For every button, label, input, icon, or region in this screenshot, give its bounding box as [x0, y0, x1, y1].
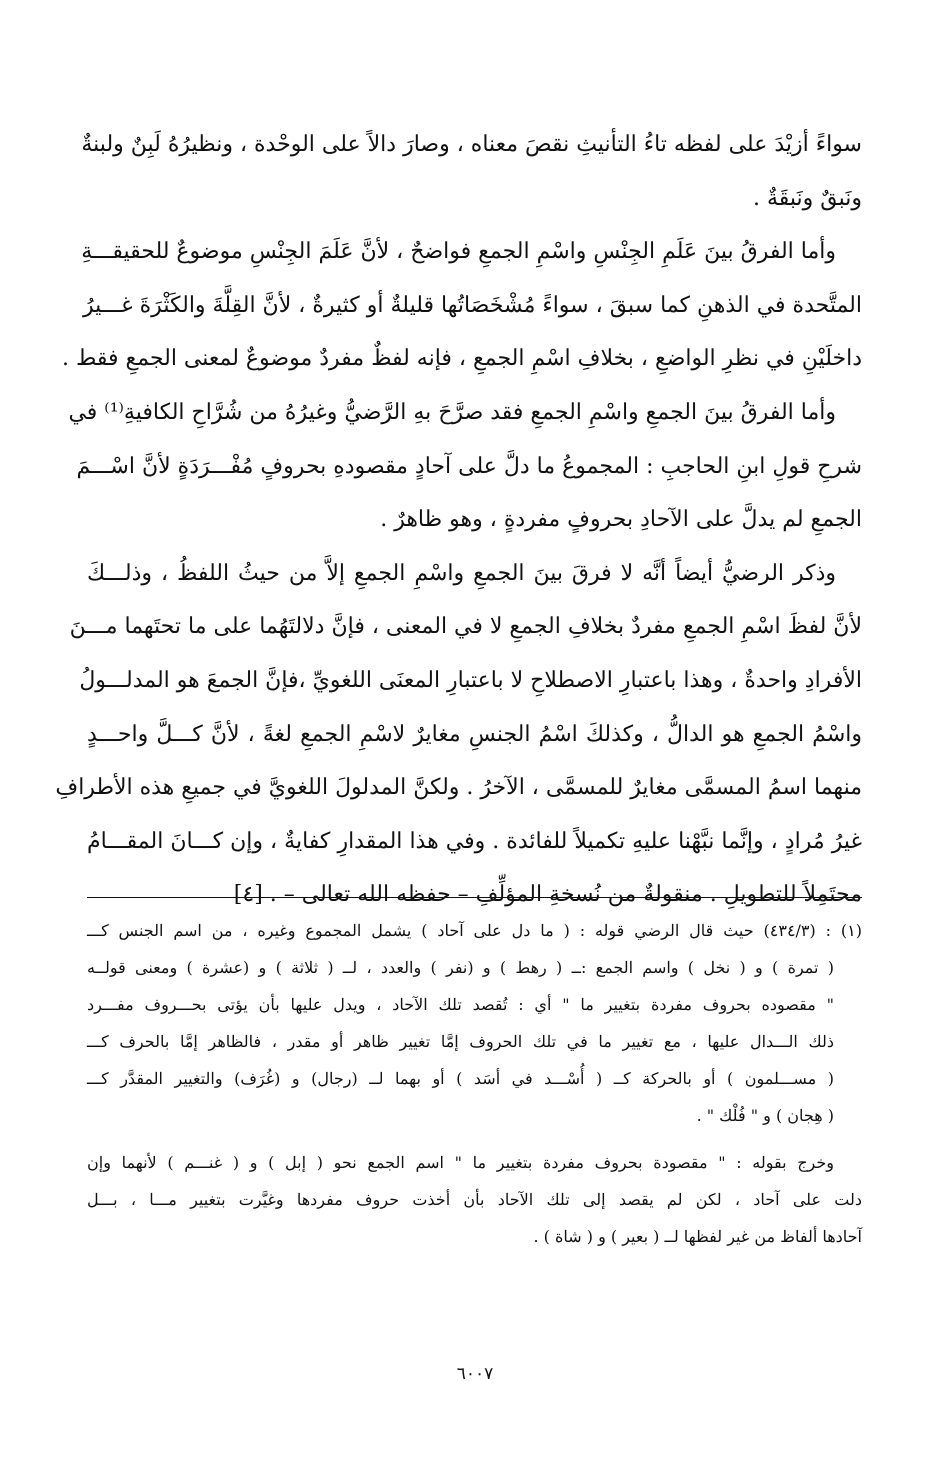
footnote-spacer — [87, 1134, 862, 1144]
footnote-line: وخرج بقوله : " مقصودة بحروف مفردة بتغيير ما " اسم الجمع نحو ( إبل ) و ( غنـــم ) لأنهما وإن — [87, 1153, 834, 1172]
footnote-line: ( تمرة ) و ( نخل ) واسم الجمع :ــ ( رهط ) و (نفر ) والعدد ، لــ ( ثلاثة ) و (عشرة ) ومعنى قولــه — [87, 958, 834, 977]
body-line: داخلَيْنِ في نظرِ الواضعِ ، بخلافِ اسْمِ الجمعِ ، فإنه لفظٌ مفردٌ موضوعٌ لمعنى الجمعِ فقط . — [61, 346, 862, 372]
body-line: الأفرادِ واحدةٌ ، وهذا باعتبارِ الاصطلاحِ لا باعتبارِ المعنَى اللغويِّ ،فإنَّ الجمعَ هو المدلـــولُ — [79, 667, 862, 693]
body-line: وأما الفرقُ بينَ عَلَمِ الجِنْسِ واسْمِ الجمعِ فواضحٌ ، لأنَّ عَلَمَ الجِنْسِ موضوعٌ للحقيقـــةِ — [81, 239, 836, 265]
footnote-line: دلت على آحاد ، لكن لم يقصد إلى تلك الآحاد بأن أخذت حروف مفردها وغيَّرت بتغيير مـــا ، بـــل — [87, 1190, 862, 1209]
main-body-text — [55, 118, 862, 922]
body-line: شرحِ قولِ ابنِ الحاجبِ : المجموعُ ما دلَّ على آحادٍ مقصودهِ بحروفٍ مُفْـــرَدَةٍ لأنَّ اسْـــمَ — [76, 453, 862, 479]
footnote-line: ( هِجان ) و " فُلْك " . — [696, 1106, 834, 1125]
body-line: منهما اسمُ المسمَّى مغايرٌ للمسمَّى ، الآخرُ . ولكنَّ المدلولَ اللغويَّ في جميعِ هذه الأطرافِ — [55, 775, 862, 801]
body-line: واسْمُ الجمعِ هو الدالُّ ، وكذلكَ اسْمُ الجنسِ مغايرٌ لاسْمِ الجمعِ لغةً ، لأنَّ كـــلَّ واحـــدٍ — [87, 721, 862, 747]
footnote-divider — [87, 897, 862, 898]
footnote-line: (١) : (٤٣٤/٣) حيث قال الرضي قوله : ( ما دل على آحاد ) يشمل المجموع وغيره ، من اسم الجنس كـــ — [87, 921, 862, 940]
body-line: وذكر الرضيُّ أيضاً أنَّه لا فرقَ بينَ الجمعِ واسْمِ الجمعِ إلاَّ من حيثُ اللفظُ ، وذلـــكَ — [87, 560, 836, 586]
body-line: لأنَّ لفظَ اسْمِ الجمعِ مفردٌ بخلافِ الجمعِ لا في المعنى ، فإنَّ دلالتَهُما على ما تحتَهما مـــنَ — [69, 614, 862, 640]
footnotes-section — [87, 912, 862, 1255]
footnote-line: آحادها ألفاظ من غير لفظها لــ ( بعير ) و ( شاة ) . — [533, 1227, 862, 1246]
page-number: ٦٠٠٧ — [456, 1364, 494, 1384]
body-line: ونَبقٌ ونَبقَةٌ . — [752, 185, 862, 211]
body-line: سواءً أزيْدَ على لفظه تاءُ التأنيثِ نقصَ معناه ، وصارَ دالاً على الوحْدة ، ونظيرُهُ لَبِنٌ ولبنةٌ — [81, 132, 862, 157]
footnote-line: ( مســـلمون ) أو بالحركة كــ ( أُسْـــد في أسَد ) أو بهما لــ (رجال) و (غُرَف) والتغيير المقدَّر كـــ — [87, 1069, 834, 1088]
body-line: محتَمِلاً للتطويلِ . منقولةٌ من نُسخةِ المؤلِّفِ – حفظه الله تعالى – . [٤] — [233, 882, 862, 908]
footnote-line: ذلك الـــدال عليها ، مع تغيير ما في تلك الحروف إمَّا تغيير ظاهر أو مقدر ، فالظاهر إمَّا بالحرف كـــ — [87, 1032, 834, 1051]
body-line: المتَّحدة في الذهنِ كما سبقَ ، سواءً مُشْخَصَاتُها قليلةٌ أو كثيرةٌ ، لأنَّ القِلَّةَ والكَثْرَةَ غـــيرُ — [83, 292, 862, 318]
body-line: الجمعِ لم يدلَّ على الآحادِ بحروفٍ مفردةٍ ، وهو ظاهرٌ . — [380, 507, 862, 533]
body-line: غيرُ مُرادٍ ، وإنَّما نبَّهْنا عليهِ تكميلاً للفائدة . وفي هذا المقدارِ كفايةٌ ، وإن كـــانَ المقـــامُ — [87, 828, 862, 854]
footnote-line: " مقصوده بحروف مفردة بتغيير ما " أي : تُقصد تلك الآحاد ، ويدل عليها بأن يؤتى بحـــروف مفـــرد — [87, 995, 834, 1014]
body-line: وأما الفرقُ بينَ الجمعِ واسْمِ الجمعِ فقد صرَّحَ بهِ الرَّضيُّ وغيرُهُ من شُرَّاحِ الكافيةِ⁽¹⁾ في — [68, 399, 836, 425]
